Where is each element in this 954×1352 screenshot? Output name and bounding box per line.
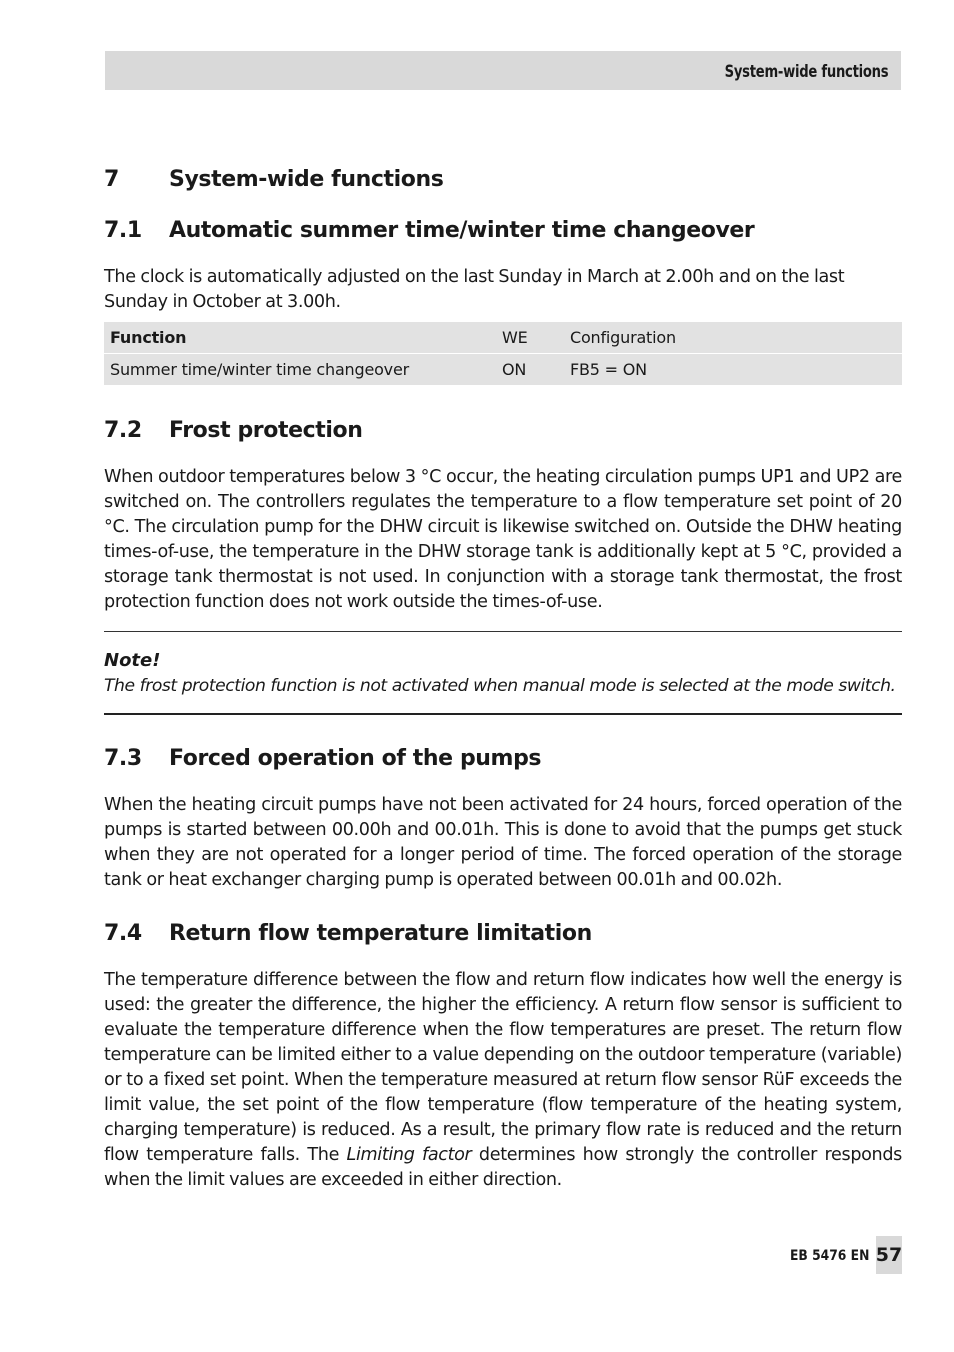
table-cell-configuration: FB5 = ON (570, 360, 647, 379)
chapter-title: System-wide functions (169, 167, 444, 192)
table-row (104, 354, 902, 386)
section-heading-7-2 (104, 418, 362, 443)
section-number: 7.1 (104, 218, 142, 243)
section-number: 7.4 (104, 921, 142, 946)
chapter-number: 7 (104, 167, 119, 192)
section-heading-7-1 (104, 218, 754, 243)
table-cell-function: Summer time/winter time changeover (110, 360, 409, 379)
section-heading-7-3 (104, 746, 541, 771)
running-header (105, 51, 901, 90)
section-7-4-paragraph (104, 968, 902, 1193)
section-heading-7-4 (104, 921, 592, 946)
page-number: 57 (876, 1236, 902, 1274)
note-heading: Note! (104, 650, 161, 671)
running-header-title: System-wide functions (724, 62, 888, 82)
section-title: Forced operation of the pumps (169, 746, 542, 771)
document-code: EB 5476 EN (790, 1248, 870, 1264)
note-bottom-rule (104, 713, 902, 715)
section-number: 7.2 (104, 418, 142, 443)
section-title: Return flow temperature limitation (169, 921, 592, 946)
table-header-row (104, 322, 902, 354)
column-header-we: WE (496, 322, 564, 354)
function-table (104, 322, 902, 385)
limiting-factor-term: Limiting factor (346, 1145, 472, 1165)
section-7-3-paragraph: When the heating circuit pumps have not been activated for 24 hours, forced operation of the pumps is started between 00.00h and 00.01h. This is done to avoid that the pumps get stuck when they are not operated for a longer period of time. The forced operation of the storage tank or heat exchanger charging pump is operated between 00.01h and 00.02h. (104, 795, 902, 890)
chapter-heading (104, 167, 443, 192)
column-header-configuration: Configuration (564, 322, 902, 354)
table-cell-we: ON (502, 360, 527, 379)
column-header-function: Function (104, 322, 496, 354)
note-text: The frost protection function is not activated when manual mode is selected at the mode switch. (104, 676, 896, 696)
section-title: Frost protection (169, 418, 363, 443)
section-number: 7.3 (104, 746, 142, 771)
note-top-rule (104, 631, 902, 632)
paragraph-text: The temperature difference between the flow and return flow indicates how well the energy is used: the greater the difference, the higher the efficiency. A return flow sensor is sufficient to evaluate the temperature difference when the flow temperatures are preset. The return flow temperature can be limited either to a value depending on the outdoor temperature (variable) or to a fixed set point. When the temperature measured at return flow sensor RüF exceeds the limit value, the set point of the flow temperature (flow temperature of the heating system, charging temperature) is reduced. As a result, the primary flow rate is reduced and the return flow temperature falls. The (104, 970, 902, 1165)
paragraph-text: determines how strongly the controller responds when the limit values are exceeded in either direction. (104, 1145, 902, 1190)
section-7-1-paragraph: The clock is automatically adjusted on the last Sunday in March at 2.00h and on the last Sunday in October at 3.00h. (104, 267, 845, 312)
section-title: Automatic summer time/winter time changeover (169, 218, 755, 243)
section-7-2-paragraph: When outdoor temperatures below 3 °C occur, the heating circulation pumps UP1 and UP2 are switched on. The controllers regulates the temperature to a flow temperature set point of 20 °C. The circulation pump for the DHW circuit is likewise switched on. Outside the DHW heating times-of-use, the temperature in the DHW storage tank is additionally kept at 5 °C, provided a storage tank thermostat is not used. In conjunction with a storage tank thermostat, the frost protection function does not work outside the times-of-use. (104, 467, 902, 612)
